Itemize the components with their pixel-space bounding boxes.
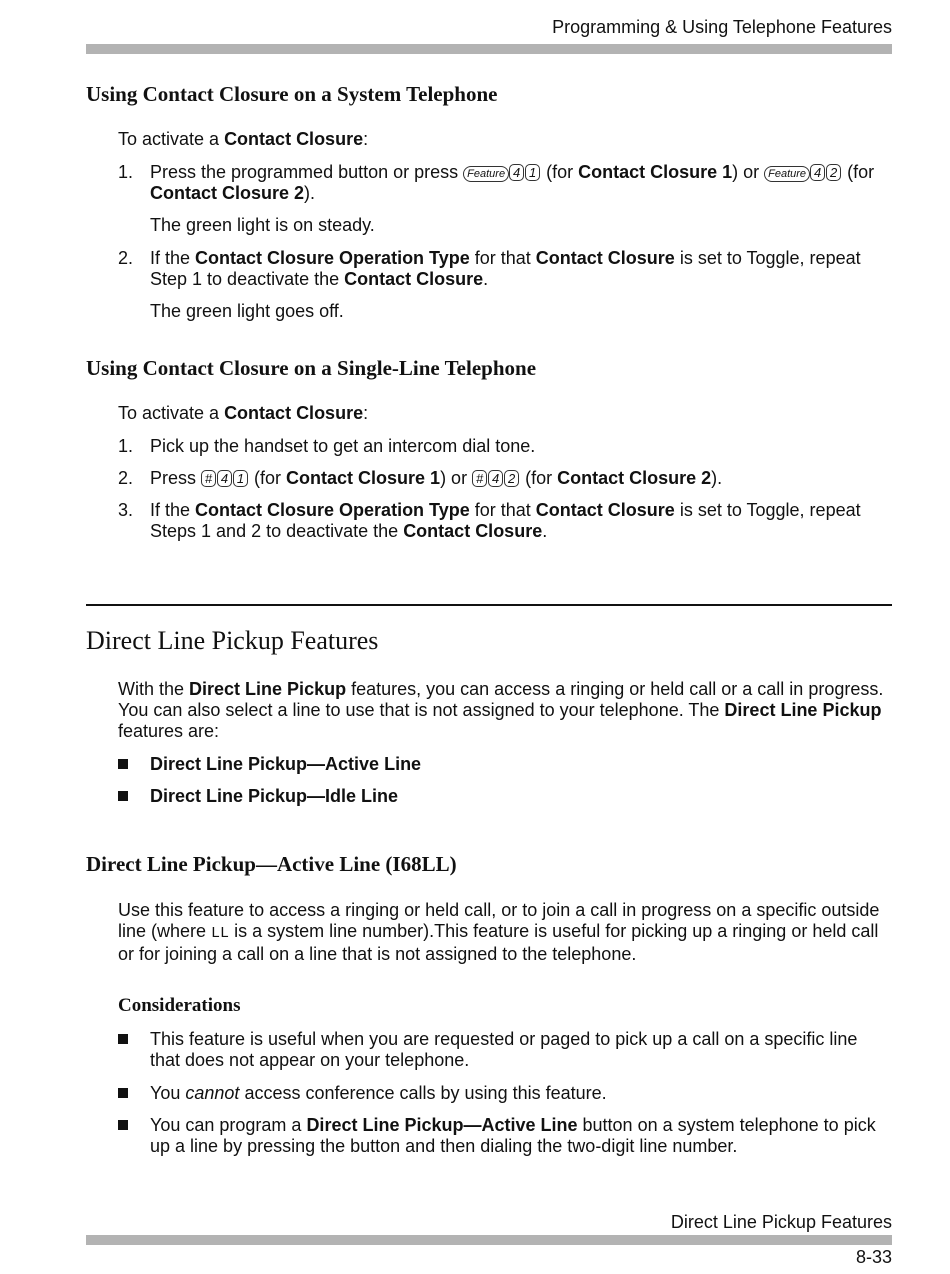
header-rule [86,44,892,54]
pound-key-icon: # [472,470,487,487]
footer-rule [86,1235,892,1245]
feature-key-icon: Feature [463,166,509,182]
bullet-icon [118,1088,128,1098]
considerations-heading: Considerations [118,995,241,1016]
bullet-item: Direct Line Pickup—Idle Line [118,786,890,807]
running-footer: Direct Line Pickup Features [670,1212,892,1232]
intro-paragraph: To activate a Contact Closure: [118,129,369,149]
dial-key-icon: 4 [509,164,524,181]
dial-key-icon: 4 [488,470,503,487]
bullet-icon [118,759,128,769]
list-item: 2. If the Contact Closure Operation Type for that Contact Closure is set to Toggle, repeat Step 1 to deactivate the Contact Closure. [118,248,861,289]
bullet-icon [118,1120,128,1130]
page-title: Direct Line Pickup Features [86,626,379,655]
list-item: 2. Press # 4 1 (for Contact Closure 1) or # 4 2 (for Contact Closure 2). [118,468,723,488]
body-paragraph: Use this feature to access a ringing or held call, or to join a call in progress on a specific outside line (where LL is a system line number).This feature is useful for picking up a ringing or held call or for joining a call on a line that is not assigned to the telephone. [118,900,880,964]
dial-key-icon: 2 [504,470,519,487]
feature-key-icon: Feature [764,166,810,182]
dial-key-icon: 1 [233,470,248,487]
step-note: The green light goes off. [150,301,344,321]
running-header: Programming & Using Telephone Features [552,17,892,37]
bullet-item: This feature is useful when you are requested or paged to pick up a call on a specific line that does not appear on your telephone. [118,1029,890,1071]
list-item: 3. If the Contact Closure Operation Type for that Contact Closure is set to Toggle, repeat Steps 1 and 2 to deactivate the Contact Closure. [118,500,861,541]
bullet-icon [118,791,128,801]
dial-key-icon: 4 [810,164,825,181]
bullet-item: Direct Line Pickup—Active Line [118,754,890,775]
pound-key-icon: # [201,470,216,487]
section-heading-system-telephone: Using Contact Closure on a System Telephone [86,82,498,106]
bullet-icon [118,1034,128,1044]
section-divider [86,604,892,606]
list-item: 1. Press the programmed button or press Feature 4 1 (for Contact Closure 1) or Feature 4 2 (for Contact Closure 2). [118,162,875,203]
list-item: 1. Pick up the handset to get an intercom dial tone. [118,436,536,456]
dial-key-icon: 2 [826,164,841,181]
dial-key-icon: 1 [525,164,540,181]
body-paragraph: With the Direct Line Pickup features, you can access a ringing or held call or a call in progress. You can also select a line to use that is not assigned to your telephone. The Direct Line Pickup features are: [118,679,884,741]
bullet-item: You cannot access conference calls by using this feature. [118,1083,890,1104]
page-number: 8-33 [855,1247,892,1267]
section-heading-active-line: Direct Line Pickup—Active Line (I68LL) [86,852,457,876]
section-heading-single-line-telephone: Using Contact Closure on a Single-Line Telephone [86,356,537,380]
intro-paragraph: To activate a Contact Closure: [118,403,369,423]
dial-key-icon: 4 [217,470,232,487]
bullet-item: You can program a Direct Line Pickup—Active Line button on a system telephone to pick up a line by pressing the button and then dialing the two-digit line number. [118,1115,890,1157]
step-note: The green light is on steady. [150,215,375,235]
